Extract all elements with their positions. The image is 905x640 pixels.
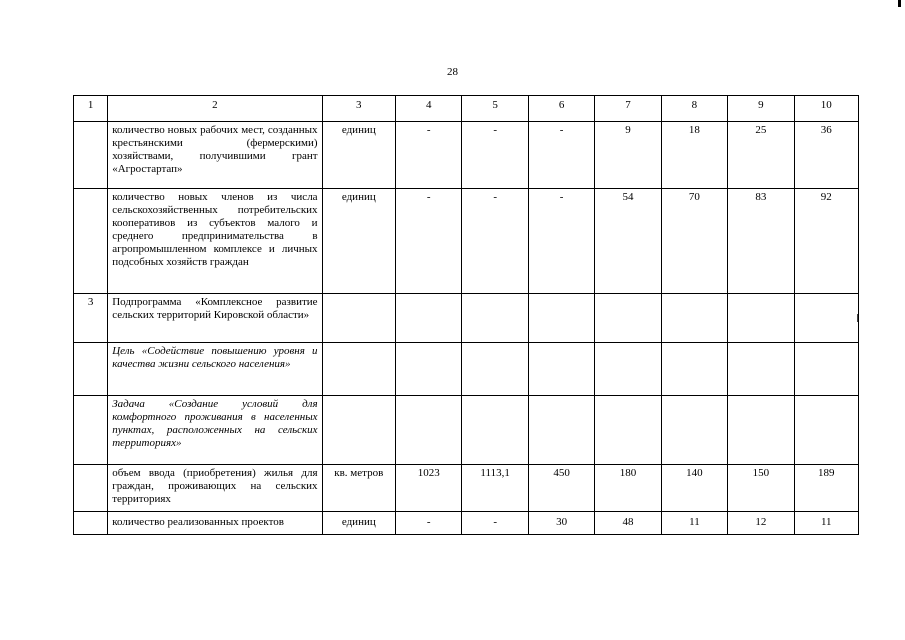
header-cell: 10 (794, 96, 858, 122)
value-cell (794, 343, 858, 396)
unit-cell (322, 343, 395, 396)
value-cell: - (396, 512, 462, 535)
value-cell (794, 396, 858, 465)
value-cell: 25 (728, 122, 794, 189)
value-cell: 92 (794, 189, 858, 294)
indicators-table (73, 95, 859, 535)
value-cell: - (396, 189, 462, 294)
row-number-cell (74, 512, 108, 535)
table-row (74, 189, 859, 294)
value-cell: 12 (728, 512, 794, 535)
value-cell (462, 396, 528, 465)
value-cell (661, 396, 727, 465)
table-row (74, 122, 859, 189)
subprogram-title: Подпрограмма «Комплексное развитие сельских территорий Кировской области» (108, 294, 322, 343)
value-cell (396, 343, 462, 396)
header-cell: 1 (74, 96, 108, 122)
value-cell (528, 294, 594, 343)
indicator-description: количество новых рабочих мест, созданных крестьянскими (фермерскими) хозяйствами, получившими грант «Агростартап» (108, 122, 322, 189)
table-row (74, 396, 859, 465)
value-cell (462, 294, 528, 343)
value-cell (528, 396, 594, 465)
task-text: Задача «Создание условий для комфортного проживания в населенных пунктах, расположенных на сельских территориях» (108, 396, 322, 465)
unit-cell (322, 396, 395, 465)
unit-cell: единиц (322, 189, 395, 294)
value-cell (462, 343, 528, 396)
value-cell (728, 343, 794, 396)
value-cell: - (528, 189, 594, 294)
value-cell: 1113,1 (462, 465, 528, 512)
row-number-cell (74, 189, 108, 294)
unit-cell: единиц (322, 122, 395, 189)
value-cell: 140 (661, 465, 727, 512)
indicator-description: количество реализованных проектов (108, 512, 322, 535)
value-cell: 48 (595, 512, 661, 535)
value-cell (396, 396, 462, 465)
value-cell: 83 (728, 189, 794, 294)
value-cell: 18 (661, 122, 727, 189)
value-cell (661, 343, 727, 396)
value-cell: 36 (794, 122, 858, 189)
page-number: 28 (447, 66, 458, 78)
value-cell: 450 (528, 465, 594, 512)
value-cell: 70 (661, 189, 727, 294)
value-cell (595, 343, 661, 396)
value-cell (595, 294, 661, 343)
value-cell: 11 (661, 512, 727, 535)
value-cell: - (396, 122, 462, 189)
row-number-cell (74, 465, 108, 512)
value-cell: - (462, 512, 528, 535)
value-cell: 150 (728, 465, 794, 512)
value-cell (661, 294, 727, 343)
header-cell: 7 (595, 96, 661, 122)
value-cell: 11 (794, 512, 858, 535)
header-cell: 5 (462, 96, 528, 122)
header-cell: 9 (728, 96, 794, 122)
value-cell (396, 294, 462, 343)
header-cell: 6 (528, 96, 594, 122)
table-row (74, 294, 859, 343)
row-number-cell: 3 (74, 294, 108, 343)
table-header-row (74, 96, 859, 122)
indicator-description: количество новых членов из числа сельскохозяйственных потребительских кооперативов из субъектов малого и среднего предпринимательства в агропромышленном комплексе и личных подсобных хозяйств граждан (108, 189, 322, 294)
value-cell (728, 294, 794, 343)
row-number-cell (74, 396, 108, 465)
goal-text: Цель «Содействие повышению уровня и качества жизни сельского населения» (108, 343, 322, 396)
unit-cell (322, 294, 395, 343)
row-number-cell (74, 122, 108, 189)
table-row (74, 465, 859, 512)
value-cell: 180 (595, 465, 661, 512)
header-cell: 8 (661, 96, 727, 122)
value-cell: 9 (595, 122, 661, 189)
unit-cell: единиц (322, 512, 395, 535)
value-cell: 1023 (396, 465, 462, 512)
value-cell (595, 396, 661, 465)
table-row (74, 343, 859, 396)
value-cell: 189 (794, 465, 858, 512)
header-cell: 4 (396, 96, 462, 122)
value-cell (728, 396, 794, 465)
unit-cell: кв. метров (322, 465, 395, 512)
scan-edge-mark (857, 314, 858, 322)
value-cell: - (528, 122, 594, 189)
value-cell: - (462, 189, 528, 294)
value-cell: 54 (595, 189, 661, 294)
value-cell: 30 (528, 512, 594, 535)
header-cell: 3 (322, 96, 395, 122)
scan-corner-mark (898, 0, 901, 7)
header-cell: 2 (108, 96, 322, 122)
indicator-description: объем ввода (приобретения) жилья для граждан, проживающих на сельских территориях (108, 465, 322, 512)
value-cell: - (462, 122, 528, 189)
value-cell (528, 343, 594, 396)
value-cell (794, 294, 858, 343)
table-row (74, 512, 859, 535)
row-number-cell (74, 343, 108, 396)
